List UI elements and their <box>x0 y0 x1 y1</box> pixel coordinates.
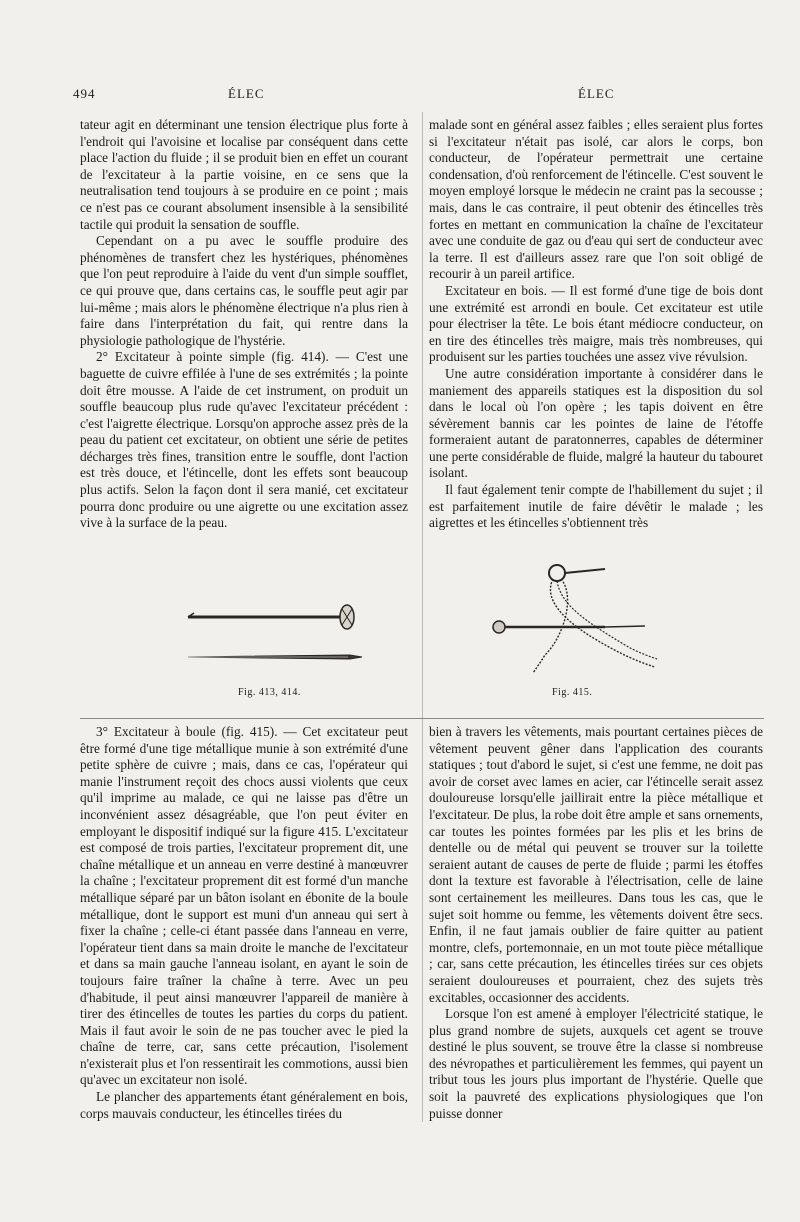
column-bottom-right <box>429 724 763 1122</box>
figure-415-illustration <box>485 555 665 685</box>
paragraph: Cependant on a pu avec le souffle produire des phénomènes de transfert chez les hystériques, phénomènes que l'on peut reproduire à l'aide du vent d'un simple soufflet, ce qui prouve que, dans certains cas, le souffle peut agir par lui-même ; mais alors le phénomène électrique n'a plus rien à faire dans l'interprétation du fait, qui rentre dans la physiologie pathologique de l'hystérie. <box>80 233 408 348</box>
paragraph: Le plancher des appartements étant généralement en bois, corps mauvais conducteur, les étincelles tirées du <box>80 1089 408 1121</box>
paragraph: 2° Excitateur à pointe simple (fig. 414). — C'est une baguette de cuivre effilée à l'une de ses extrémités ; la pointe doit être mousse. A l'aide de cet instrument, on produit un souffle beaucoup plus rude qu'avec l'excitateur précédent : c'est l'aigrette électrique. Lorsqu'on approche assez près de la peau du patient cet excitateur, on obtient une série de petites décharges très fines, transition entre le souffle, dont l'action est très douce, et l'étincelle, dont les effets sont beaucoup plus actifs. Selon la façon dont il sera manié, cet excitateur pourra donc produire ou une aigrette ou une excitation assez vive à la surface de la peau. <box>80 349 408 531</box>
paragraph: 3° Excitateur à boule (fig. 415). — Cet excitateur peut être formé d'une tige métallique munie à son extrémité d'une petite sphère de cuivre ; mais, dans ce cas, l'opérateur qui manie l'instrument reçoit des chocs aussi violents que ceux qu'il imprime au malade, ce qui ne laisse pas d'être un inconvénient assez désagréable, que l'on peut éviter en employant le dispositif indiqué sur la figure 415. L'excitateur est composé de trois parties, l'excitateur proprement dit, une chaîne métallique et un anneau en verre destiné à manœuvrer la chaîne ; l'excitateur proprement dit est formé d'un manche métallique séparé par un bâton isolant en ébonite de la boule métallique, dont le support est muni d'un anneau qui sert à fixer la chaîne ; celle-ci étant passée dans l'anneau en verre, l'opérateur tient dans sa main droite le manche de l'excitateur et dans sa main gauche l'anneau isolant, en ayant le soin de toujours faire traîner la chaîne à terre. Avec un peu d'habitude, il peut ainsi manœuvrer l'appareil de manière à tirer des étincelles de toutes les parties du corps du patient. Mais il faut avoir le soin de ne pas toucher avec le pied la chaîne de terre, car, sans cette précaution, l'isolement n'existerait plus et l'on ressentirait les commotions, aussi bien qu'avec un excitateur non isolé. <box>80 724 408 1088</box>
figure-413-414-illustration <box>170 595 370 675</box>
column-top-left <box>80 117 408 532</box>
column-divider <box>422 112 423 1122</box>
paragraph: malade sont en général assez faibles ; elles seraient plus fortes si l'excitateur n'était pas isolé, car alors le corps, bon conducteur, de l'opérateur permettrait une certaine condensation, d'où renforcement de l'étincelle. C'est souvent le moyen employé lorsque le médecin ne craint pas la secousse ; mais, dans le cas contraire, il peut obtenir des étincelles très fortes en mettant en communication la chaîne de l'excitateur avec une conduite de gaz ou d'eau qui sert de conducteur avec la terre. Il est d'ailleurs assez rare que l'on soit obligé de recourir à un pareil artifice. <box>429 117 763 282</box>
figure-caption: Fig. 413, 414. <box>238 687 301 698</box>
column-bottom-left <box>80 724 408 1122</box>
figure-caption: Fig. 415. <box>552 687 593 698</box>
figure-divider <box>80 718 764 719</box>
column-top-right <box>429 117 763 532</box>
paragraph: bien à travers les vêtements, mais pourtant certaines pièces de vêtement peuvent gêner dans l'application des courants statiques ; tout d'abord le sujet, si c'est une femme, ne doit pas avoir de corset avec lames en acier, car l'étincelle serait assez douloureuse lorsqu'elle jaillirait entre la pièce métallique et l'excitateur. De plus, la robe doit être ample et sans ornements, car toutes les pointes formées par les plis et les brins de dentelle ou de métal qui peuvent se trouver sur la toilette seraient autant de causes de perte de fluide ; parmi les étoffes dont la texture est favorable à l'électrisation, celle de laine sont certainement les meilleures. Dans tous les cas, que le sujet soit homme ou femme, les vêtements doivent être secs. Enfin, il ne faut jamais oublier de faire quitter au patient montre, clefs, portemonnaie, en un mot toute pièce métallique ; car, sans cette précaution, les étincelles tirées sur ces objets seraient douloureuses et pourraient, chez des sujets très excitables, occasionner des accidents. <box>429 724 763 1005</box>
paragraph: tateur agit en déterminant une tension électrique plus forte à l'endroit qui l'avoisine et localise par conséquent dans cette place l'action du fluide ; il se produit bien en effet un courant de l'excitateur à la partie voisine, en ce sens que la neutralisation tend toujours à se produire en ce point ; mais ce n'est pas ce courant absolument insensible à la sensibilité tactile qui produit la sensation de souffle. <box>80 117 408 232</box>
page-number: 494 <box>73 86 96 101</box>
header-title-right: ÉLEC <box>578 86 615 101</box>
paragraph: Lorsque l'on est amené à employer l'électricité statique, le plus grand nombre de sujets, auxquels cet agent se trouve destiné le plus souvent, se trouve être la classe si nombreuse des névropathes et particulièrement les femmes, qui payent un tribut tous les jours plus important de l'hystérie. Quelle que soit la pauvreté des explications physiologiques que l'on puisse donner <box>429 1006 763 1121</box>
paragraph: Il faut également tenir compte de l'habillement du sujet ; il est parfaitement inutile de faire dévêtir le malade ; les aigrettes et les étincelles s'obtiennent très <box>429 482 763 531</box>
paragraph: Excitateur en bois. — Il est formé d'une tige de bois dont une extrémité est arrondi en boule. Cet excitateur est utile pour électriser la tête. Le bois étant médiocre conducteur, on en tire des étincelles très maigre, mais très nombreuses, qui produisent sur les parties touchées une assez vive révulsion. <box>429 282 763 365</box>
header-title-left: ÉLEC <box>228 86 265 101</box>
paragraph: Une autre considération importante à considérer dans le maniement des appareils statiques est la disposition du sol dans le local où l'on opère ; les tapis doivent en être sévèrement bannis car les pointes de laine de l'étoffe formeraient autant de paratonnerres, capables de déterminer une perte considérable de fluide, malgré la hauteur du tabouret isolant. <box>429 365 763 481</box>
running-header <box>0 86 800 108</box>
